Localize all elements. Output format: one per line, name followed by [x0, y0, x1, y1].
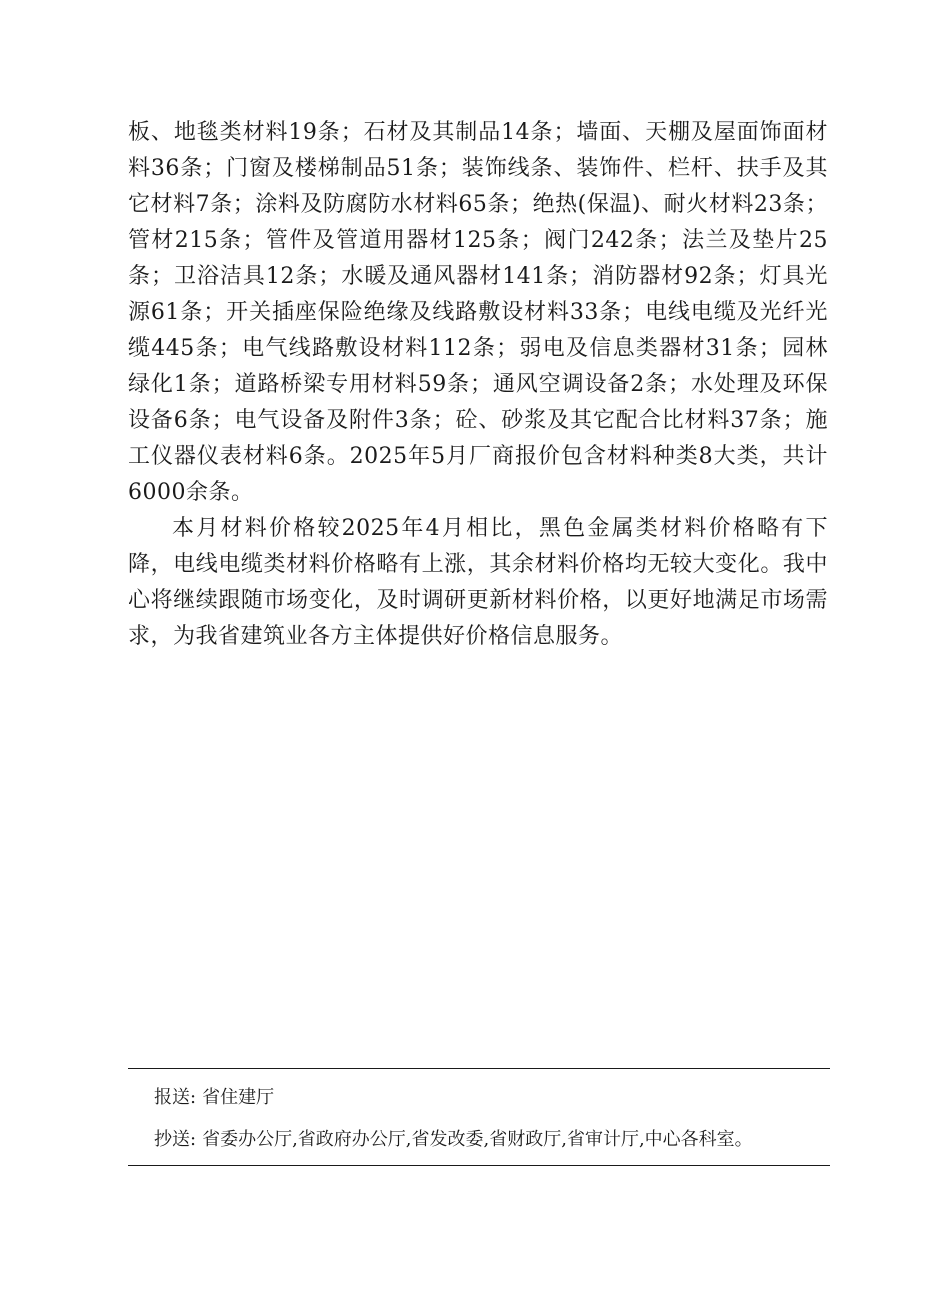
footer-bottom-rule — [128, 1165, 830, 1166]
paragraph-material-counts: 板、地毯类材料19条；石材及其制品14条；墙面、天棚及屋面饰面材料36条；门窗及楼梯制品51条；装饰线条、装饰件、栏杆、扶手及其它材料7条；涂料及防腐防水材料65条；绝热(保温)、耐火材料23条；管材215条；管件及管道用器材125条；阀门242条；法兰及垫片25条；卫浴洁具12条；水暖及通风器材141条；消防器材92条；灯具光源61条；开关插座保险绝缘及线路敷设材料33条；电线电缆及光纤光缆445条；电气线路敷设材料112条；弱电及信息类器材31条；园林绿化1条；道路桥梁专用材料59条；通风空调设备2条；水处理及环保设备6条；电气设备及附件3条；砼、砂浆及其它配合比材料37条；施工仪器仪表材料6条。2025年5月厂商报价包含材料种类8大类，共计6000余条。 — [128, 120, 828, 505]
copy-to-label: 抄送: — [154, 1129, 197, 1150]
paragraph-price-summary: 本月材料价格较2025年4月相比，黑色金属类材料价格略有下降，电线电缆类材料价格略有上涨，其余材料价格均无较大变化。我中心将继续跟随市场变化，及时调研更新材料价格，以更好地满足市场需求，为我省建筑业各方主体提供好价格信息服务。 — [128, 516, 828, 649]
copy-to-recipients: 省委办公厅,省政府办公厅,省发改委,省财政厅,省审计厅,中心各科室。 — [202, 1129, 753, 1150]
report-to-recipients: 省住建厅 — [202, 1087, 275, 1108]
document-body — [128, 115, 828, 655]
footer-top-rule — [128, 1068, 830, 1069]
report-to-line — [128, 1086, 830, 1110]
distribution-footer — [128, 1068, 830, 1166]
copy-to-line — [128, 1128, 830, 1152]
report-to-label: 报送: — [154, 1087, 197, 1108]
